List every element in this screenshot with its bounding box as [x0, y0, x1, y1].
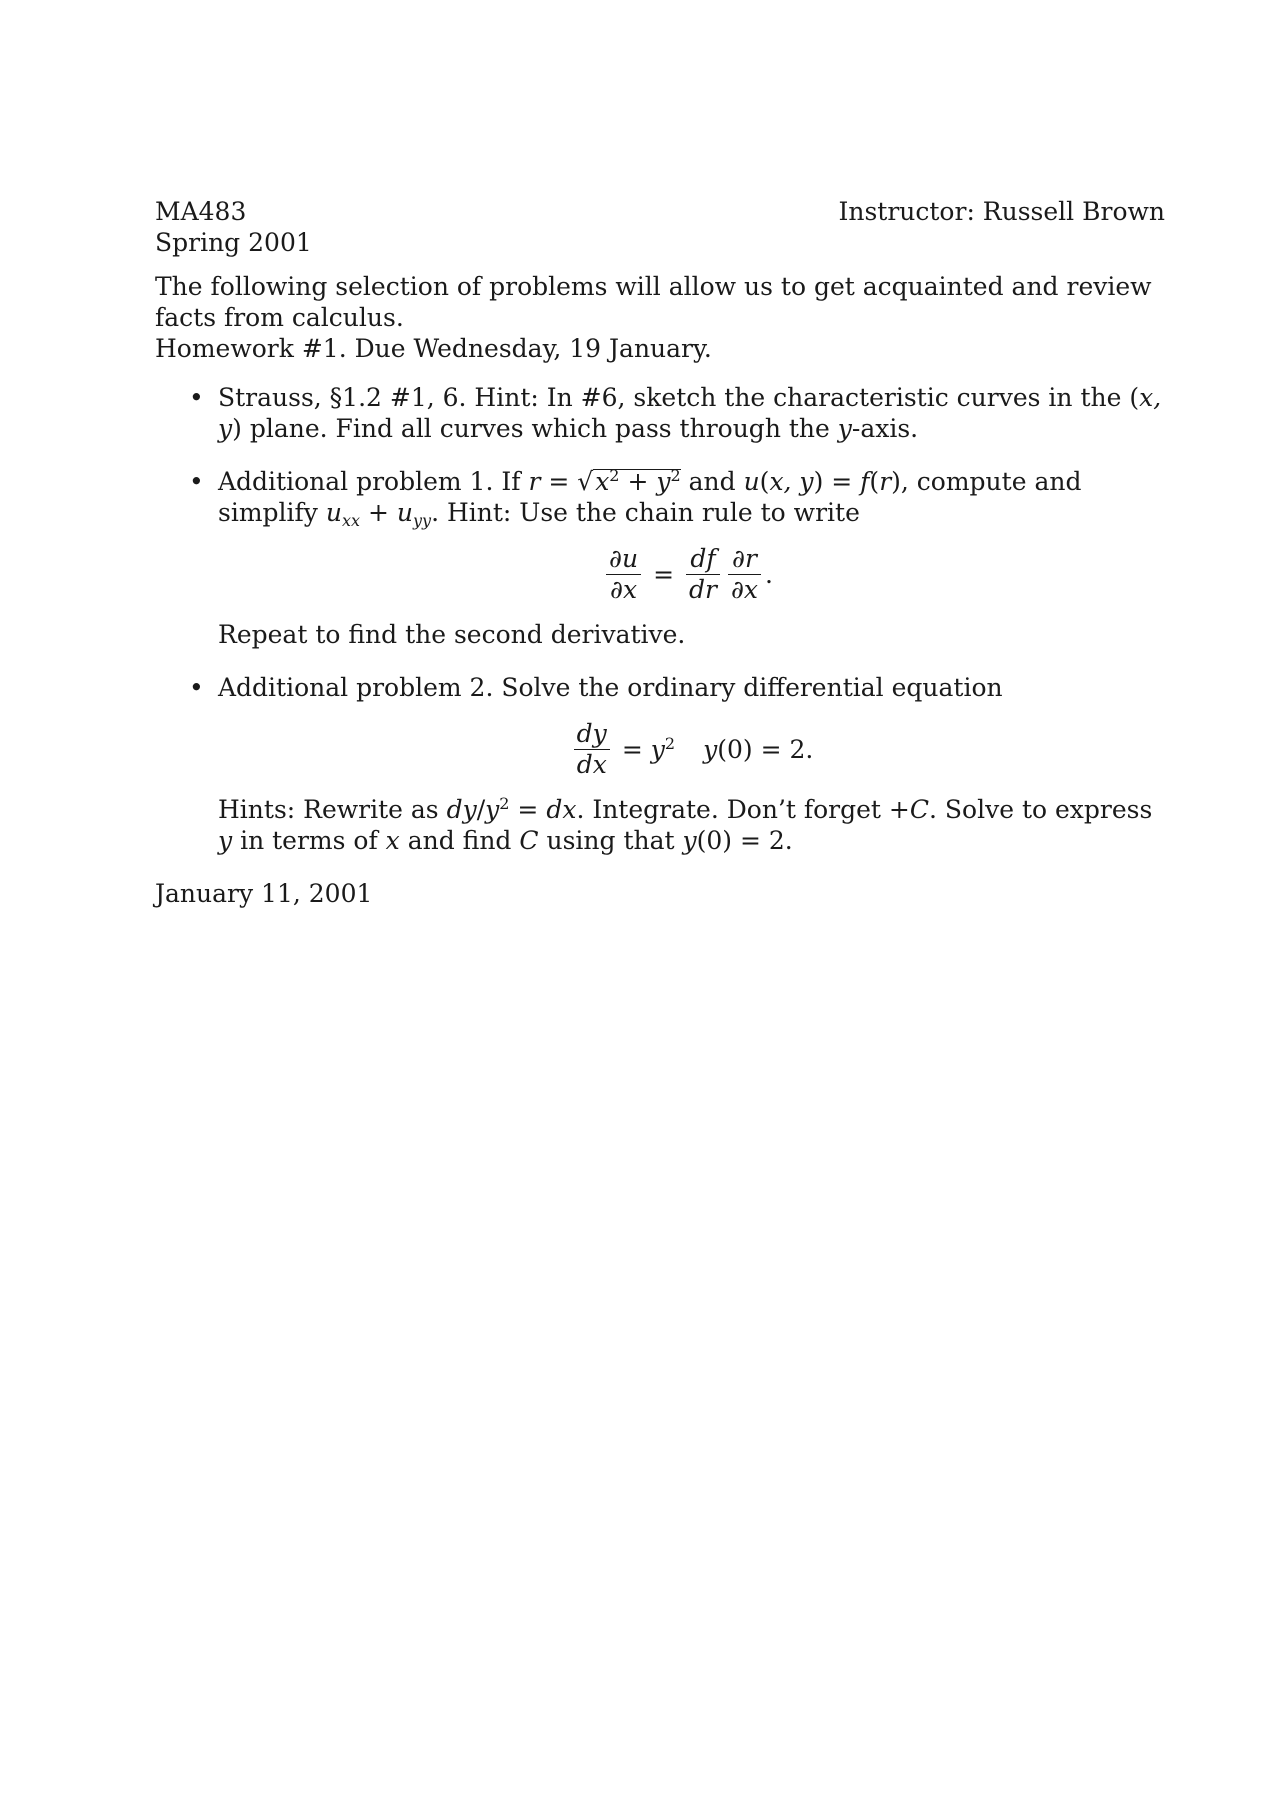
bullet-icon: •	[189, 673, 204, 702]
document-page	[155, 196, 1165, 909]
intro-text: The following selection of problems will allow us to get acquainted and review facts from calculus.	[155, 272, 1152, 332]
hints-text-b: . Integrate. Don’t forget +	[576, 795, 910, 824]
hints-text-d: in terms of	[232, 826, 386, 855]
problem-list	[155, 382, 1165, 856]
term: Spring 2001	[155, 228, 312, 257]
homework-line: Homework #1. Due Wednesday, 19 January.	[155, 334, 712, 363]
hints-text-f: using that	[538, 826, 683, 855]
problem-2-hints: Hints: Rewrite as $dy/y^2$ = dx. Integrate. Don’t forget +C. Solve to express y in terms of x and find C using that y(0) = 2.	[218, 794, 1153, 855]
problem-strauss-text-c: -axis.	[851, 414, 919, 443]
document-date: January 11, 2001	[155, 879, 373, 908]
header-row	[155, 196, 1165, 227]
problem-1-text-c: , compute and simplify	[218, 467, 1082, 527]
problem-1-text-d: . Hint: Use the chain rule to write	[431, 498, 860, 527]
bullet-icon: •	[189, 383, 204, 412]
problem-strauss-text-b: ) plane. Find all curves which pass through the	[232, 414, 838, 443]
problem-2-text-a: Additional problem 2. Solve the ordinary differential equation	[218, 673, 1003, 702]
chain-rule-equation: $\frac{\partial u}{\partial x}$ = $\frac{df}{dr}$ $\frac{\partial r}{\partial x}$ .	[218, 544, 1165, 605]
problem-1-text-a: Additional problem 1. If	[218, 467, 529, 496]
math-r-def: $r = √x^2 + y^2$	[528, 466, 681, 496]
ode-equation: $\frac{dy}{dx}$ = $y^2$ y(0) = 2.	[218, 719, 1165, 780]
hints-text-e: and find	[399, 826, 520, 855]
math-u-def: u(x, y) = f(r)	[743, 467, 901, 496]
problem-1-after: Repeat to find the second derivative.	[218, 620, 686, 649]
hints-text-c: . Solve to express	[929, 795, 1153, 824]
instructor-name: Instructor: Russell Brown	[838, 197, 1165, 226]
math-xy: x, y	[218, 383, 1162, 443]
problem-1-text-b: and	[680, 467, 744, 496]
bullet-icon: •	[189, 467, 204, 496]
problem-strauss-text-a: Strauss, §1.2 #1, 6. Hint: In #6, sketch the characteristic curves in the (	[218, 383, 1140, 412]
problem-additional-1	[155, 466, 1165, 650]
math-y: y	[837, 414, 852, 443]
math-laplacian: $u_{xx} + u_{yy}$	[325, 498, 432, 530]
hints-text-a: Hints: Rewrite as	[218, 795, 447, 824]
problem-strauss	[155, 382, 1165, 444]
problem-additional-2	[155, 672, 1165, 856]
course-code: MA483	[155, 197, 247, 226]
